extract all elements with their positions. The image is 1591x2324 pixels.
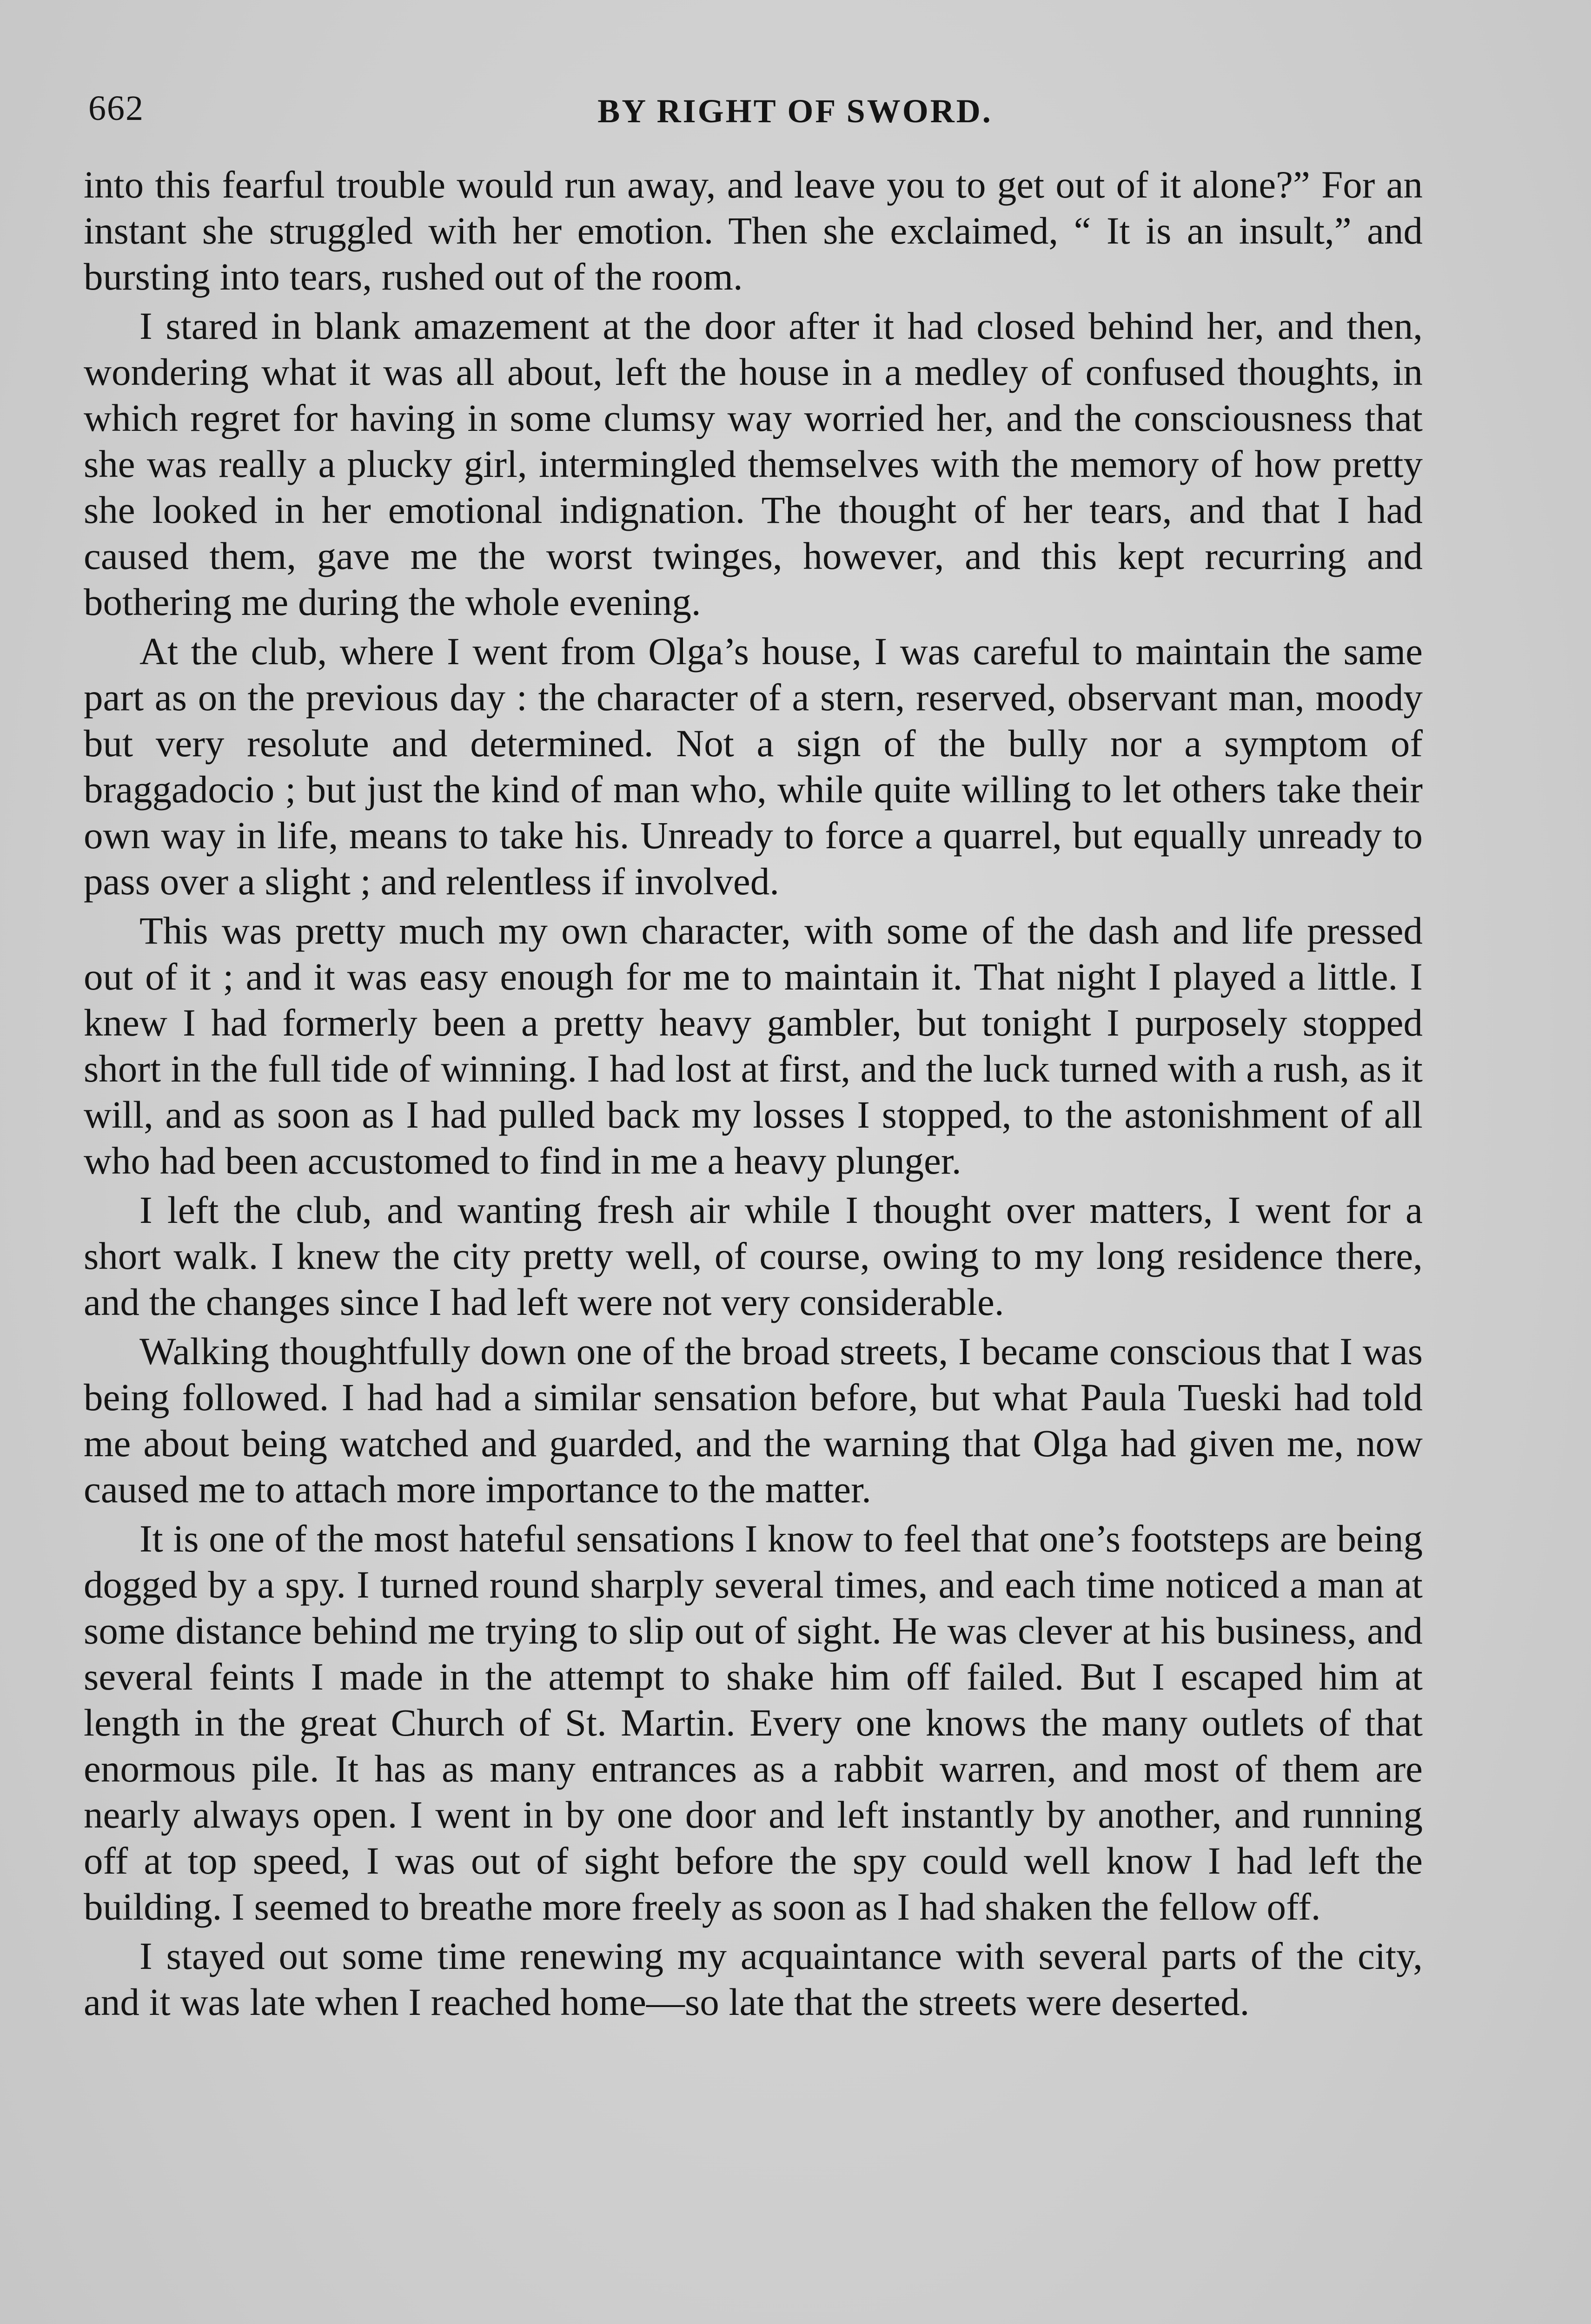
- paragraph: Walking thoughtfully down one of the broad streets, I became conscious that I was being followed. I had had a similar sensation before, but what Paula Tueski had told me about being watched and guarded, and the warning that Olga had given me, now caused me to attach more importance to the matter.: [84, 1330, 1423, 1511]
- page-header: [88, 88, 1502, 139]
- paragraph: I stayed out some time renewing my acquaintance with several parts of the city, and it was late when I reached home—so late that the streets were deserted.: [84, 1934, 1423, 2023]
- paragraph: It is one of the most hateful sensations I know to feel that one’s footsteps are being dogged by a spy. I turned round sharply several times, and each time noticed a man at some distance behind me trying to slip out of sight. He was clever at his business, and several feints I made in the attempt to shake him off failed. But I escaped him at length in the great Church of St. Martin. Every one knows the many outlets of that enormous pile. It has as many entrances as a rabbit warren, and most of them are nearly always open. I went in by one door and left instantly by another, and running off at top speed, I was out of sight before the spy could well know I had left the building. I seemed to breathe more freely as soon as I had shaken the fellow off.: [84, 1517, 1423, 1928]
- paragraph: At the club, where I went from Olga’s house, I was careful to maintain the same part as on the previous day : the character of a stern, reserved, observant man, moody but very resolute and determined. Not a sign of the bully nor a symptom of braggadocio ; but just the kind of man who, while quite willing to let others take their own way in life, means to take his. Unready to force a quarrel, but equally unready to pass over a slight ; and relentless if involved.: [84, 630, 1423, 903]
- paragraph: This was pretty much my own character, with some of the dash and life pressed out of it ; and it was easy enough for me to maintain it. That night I played a little. I knew I had formerly been a pretty heavy gambler, but tonight I purposely stopped short in the full tide of winning. I had lost at first, and the luck turned with a rush, as it will, and as soon as I had pulled back my losses I stopped, to the astonishment of all who had been accustomed to find in me a heavy plunger.: [84, 909, 1423, 1182]
- body-text: [84, 162, 1423, 2028]
- paragraph: I stared in blank amazement at the door after it had closed behind her, and then, wondering what it was all about, left the house in a medley of confused thoughts, in which regret for having in some clumsy way worried her, and the consciousness that she was really a plucky girl, intermingled themselves with the memory of how pretty she looked in her emotional indignation. The thought of her tears, and that I had caused them, gave me the worst twinges, however, and this kept recurring and bothering me during the whole evening.: [84, 304, 1423, 623]
- paragraph: into this fearful trouble would run away, and leave you to get out of it alone?” For an instant she struggled with her emotion. Then she exclaimed, “ It is an insult,” and bursting into tears, rushed out of the room.: [84, 163, 1423, 298]
- page-number: 662: [88, 89, 144, 128]
- paragraph: I left the club, and wanting fresh air while I thought over matters, I went for a short walk. I knew the city pretty well, of course, owing to my long residence there, and the changes since I had left were not very considerable.: [84, 1188, 1423, 1323]
- running-head: BY RIGHT OF SWORD.: [597, 92, 993, 130]
